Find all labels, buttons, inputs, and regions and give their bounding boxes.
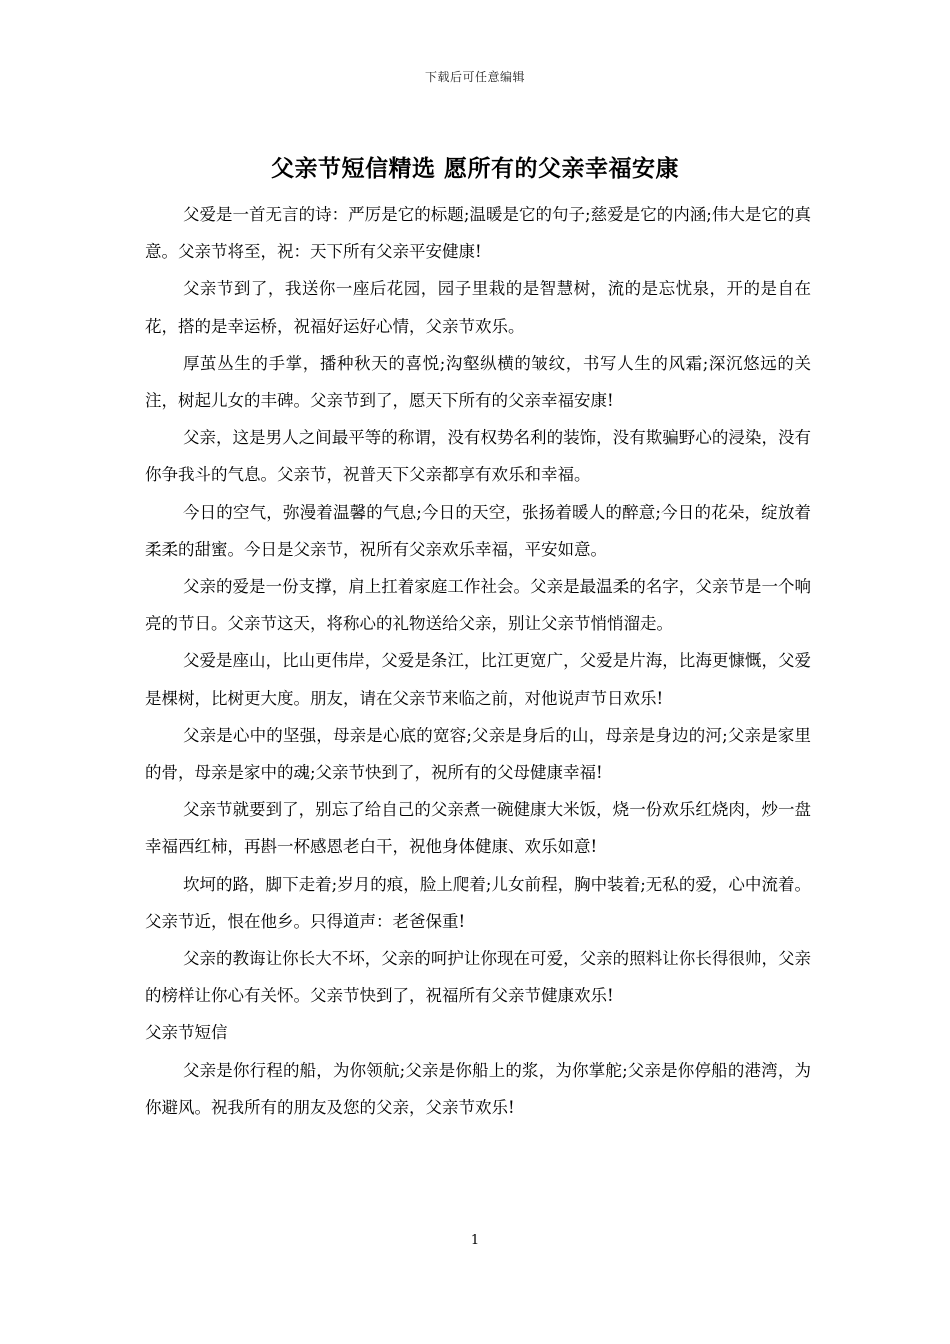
paragraph: 父亲是你行程的船，为你领航;父亲是你船上的浆，为你掌舵;父亲是你停船的港湾，为你避风。祝我所有的朋友及您的父亲，父亲节欢乐!: [145, 1060, 811, 1117]
paragraph: 父亲节到了，我送你一座后花园，园子里栽的是智慧树，流的是忘忧泉，开的是自在花，搭的是幸运桥，祝福好运好心情，父亲节欢乐。: [145, 279, 811, 336]
paragraph: 父亲的教诲让你长大不坏，父亲的呵护让你现在可爱，父亲的照料让你长得很帅，父亲的榜样让你心有关怀。父亲节快到了，祝福所有父亲节健康欢乐!: [145, 949, 811, 1006]
paragraph: 父亲是心中的坚强，母亲是心底的宽容;父亲是身后的山，母亲是身边的河;父亲是家里的骨，母亲是家中的魂;父亲节快到了，祝所有的父母健康幸福!: [145, 725, 811, 783]
page-header: 下载后可任意编辑: [424, 70, 525, 84]
paragraph: 坎坷的路，脚下走着;岁月的痕，脸上爬着;儿女前程，胸中装着;无私的爱，心中流着。父亲节近，恨在他乡。只得道声：老爸保重!: [145, 874, 811, 931]
page-number: 1: [470, 1233, 480, 1248]
paragraph: 父爱是座山，比山更伟岸，父爱是条江，比江更宽广，父爱是片海，比海更慷慨，父爱是棵树，比树更大度。朋友，请在父亲节来临之前，对他说声节日欢乐!: [145, 651, 811, 708]
paragraph: 厚茧丛生的手掌，播种秋天的喜悦;沟壑纵横的皱纹，书写人生的风霜;深沉悠远的关注，树起儿女的丰碑。父亲节到了，愿天下所有的父亲幸福安康!: [145, 353, 811, 411]
section-label: 父亲节短信: [145, 1023, 228, 1043]
paragraph: 父亲，这是男人之间最平等的称谓，没有权势名利的装饰，没有欺骗野心的浸染，没有你争我斗的气息。父亲节，祝普天下父亲都享有欢乐和幸福。: [145, 428, 811, 485]
paragraph: 父亲节就要到了，别忘了给自己的父亲煮一碗健康大米饭，烧一份欢乐红烧肉，炒一盘幸福西红柿，再斟一杯感恩老白干，祝他身体健康、欢乐如意!: [145, 800, 811, 857]
paragraph: 父亲的爱是一份支撑，肩上扛着家庭工作社会。父亲是最温柔的名字，父亲节是一个响亮的节日。父亲节这天，将称心的礼物送给父亲，别让父亲节悄悄溜走。: [145, 577, 811, 634]
paragraph: 父爱是一首无言的诗：严厉是它的标题;温暖是它的句子;慈爱是它的内涵;伟大是它的真意。父亲节将至，祝：天下所有父亲平安健康!: [145, 205, 811, 262]
document-body: [145, 196, 811, 1126]
document-title: 父亲节短信精选 愿所有的父亲幸福安康: [270, 155, 679, 182]
paragraph: 今日的空气，弥漫着温馨的气息;今日的天空，张扬着暖人的醉意;今日的花朵，绽放着柔柔的甜蜜。今日是父亲节，祝所有父亲欢乐幸福，平安如意。: [145, 502, 811, 559]
